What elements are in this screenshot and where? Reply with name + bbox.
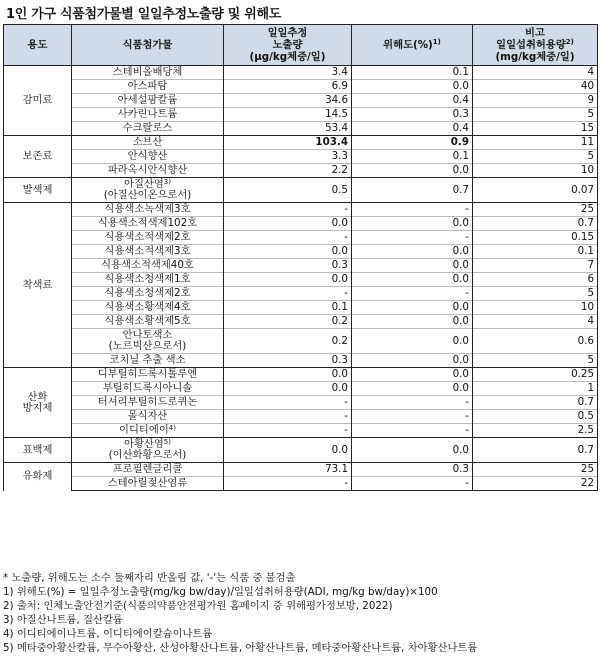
exposure-value: 103.4	[224, 136, 352, 150]
exposure-value: 3.3	[224, 150, 352, 164]
additive-cell	[72, 217, 224, 231]
adi-value: 40	[473, 80, 598, 94]
additive-name: 식용색소녹색제3호	[104, 203, 191, 215]
risk-value: 0.3	[352, 108, 473, 122]
usage-label: 표백제	[22, 443, 53, 456]
additive-name: 식용색소적색제40호	[101, 259, 194, 271]
exposure-value: 0.0	[224, 245, 352, 259]
table-row	[4, 203, 598, 217]
table-body	[4, 66, 598, 491]
usage-label: 보존료	[22, 150, 53, 162]
additive-name: 아세설팜칼륨	[117, 94, 178, 106]
additive-cell	[72, 136, 224, 150]
risk-value: 0.0	[352, 273, 473, 287]
additive-cell	[72, 438, 224, 463]
header-line: 노출량	[272, 39, 303, 51]
risk-value: -	[352, 424, 473, 438]
adi-value: 25	[473, 463, 598, 477]
adi-value: 6	[473, 273, 598, 287]
additive-cell	[72, 424, 224, 438]
risk-value: -	[352, 477, 473, 491]
additive-cell	[72, 203, 224, 217]
table-row	[4, 122, 598, 136]
risk-value: 0.0	[352, 438, 473, 463]
table-row	[4, 424, 598, 438]
page-title: 1인 가구 식품첨가물별 일일추정노출량 및 위해도	[6, 7, 282, 22]
exposure-value: 14.5	[224, 108, 352, 122]
exposure-value: 0.2	[224, 329, 352, 354]
adi-value: 0.07	[473, 178, 598, 203]
table-row	[4, 136, 598, 150]
risk-value: 0.3	[352, 463, 473, 477]
risk-value: 0.0	[352, 368, 473, 382]
additive-cell	[72, 410, 224, 424]
usage-cell	[4, 178, 72, 203]
additive-name: 아황산염	[124, 438, 164, 450]
risk-value: 0.0	[352, 80, 473, 94]
additive-name: 식용색소적색제3호	[104, 245, 191, 257]
header-line: 일일섭취허용량	[496, 39, 566, 51]
adi-value: 15	[473, 122, 598, 136]
adi-value: 0.5	[473, 410, 598, 424]
table-row	[4, 287, 598, 301]
exposure-value: -	[224, 410, 352, 424]
usage-cell	[4, 136, 72, 178]
additive-name: 아스파탐	[127, 80, 168, 92]
additive-cell	[72, 231, 224, 245]
risk-value: 0.1	[352, 66, 473, 80]
exposure-value: 2.2	[224, 164, 352, 178]
additive-cell	[72, 164, 224, 178]
exposure-value: 53.4	[224, 122, 352, 136]
adi-value: 7	[473, 259, 598, 273]
exposure-value: -	[224, 203, 352, 217]
usage-cell	[4, 438, 72, 463]
table-row	[4, 463, 598, 477]
header-exposure	[224, 25, 352, 66]
footnote-marker: 3)	[163, 178, 171, 186]
adi-value: 22	[473, 477, 598, 491]
table-row	[4, 273, 598, 287]
risk-value: 0.0	[352, 217, 473, 231]
additive-exposure-table	[3, 24, 598, 491]
adi-value: 4	[473, 315, 598, 329]
additive-cell	[72, 301, 224, 315]
adi-value: 11	[473, 136, 598, 150]
footnote-line: 1) 위해도(%) = 일일추정노출량(mg/kg bw/day)/일일섭취허용량(ADI, mg/kg bw/day)×100	[3, 586, 438, 598]
header-adi	[473, 25, 598, 66]
additive-cell	[72, 108, 224, 122]
exposure-value: 6.9	[224, 80, 352, 94]
additive-name: 프로필렌글리콜	[112, 463, 183, 475]
exposure-value: 0.1	[224, 301, 352, 315]
adi-value: 0.7	[473, 217, 598, 231]
table-row	[4, 231, 598, 245]
adi-value: 5	[473, 287, 598, 301]
header-additive: 식품첨가물	[72, 25, 224, 66]
additive-basis: (노르빅산으로서)	[108, 340, 187, 352]
additive-cell	[72, 329, 224, 354]
table-row	[4, 329, 598, 354]
additive-name: 코치닐 추출 색소	[109, 354, 186, 366]
additive-name: 안식향산	[127, 150, 168, 162]
footnote-line: 5) 메타중아황산칼륨, 무수아황산, 산성아황산나트륨, 아황산나트륨, 메타중아황산나트륨, 차아황산나트륨	[3, 642, 478, 654]
header-line: 일일추정	[267, 27, 308, 39]
additive-basis: (이산화황으로서)	[108, 449, 187, 461]
header-line: 비고	[525, 27, 545, 39]
header-risk-sup: 1)	[432, 38, 441, 46]
risk-value: 0.4	[352, 122, 473, 136]
additive-name: 몰식자산	[127, 410, 168, 422]
adi-value: 10	[473, 301, 598, 315]
exposure-value: 0.5	[224, 178, 352, 203]
risk-value: 0.1	[352, 150, 473, 164]
additive-cell	[72, 315, 224, 329]
adi-value: 2.5	[473, 424, 598, 438]
header-risk	[352, 25, 473, 66]
additive-cell	[72, 463, 224, 477]
additive-name: 스테아릴젖산염류	[107, 477, 188, 489]
additive-name: 식용색소청색제2호	[104, 287, 191, 299]
additive-cell	[72, 66, 224, 80]
usage-label: 산화	[27, 390, 48, 403]
adi-value: 5	[473, 150, 598, 164]
exposure-value: 0.3	[224, 354, 352, 368]
adi-value: 0.1	[473, 245, 598, 259]
table-row	[4, 217, 598, 231]
additive-cell	[72, 477, 224, 491]
exposure-value: 0.0	[224, 273, 352, 287]
usage-label: 방지제	[22, 401, 53, 414]
exposure-value: 3.4	[224, 66, 352, 80]
footnote-line: * 노출량, 위해도는 소수 둘째자리 반올림 값, '-'는 식품 중 불검출	[3, 572, 296, 584]
additive-name: 식용색소적색제102호	[97, 217, 198, 229]
additive-name: 파라옥시안식향산	[107, 164, 188, 176]
adi-value: 4	[473, 66, 598, 80]
exposure-value: 73.1	[224, 463, 352, 477]
usage-cell	[4, 463, 72, 491]
additive-cell	[72, 150, 224, 164]
additive-name: 사카린나트륨	[117, 108, 178, 120]
additive-name: 식용색소적색제2호	[104, 231, 191, 243]
additive-name: 소브산	[132, 136, 163, 148]
additive-cell	[72, 396, 224, 410]
footnote-marker: 5)	[163, 438, 171, 446]
additive-name: 이디티에이	[119, 424, 169, 436]
risk-value: 0.0	[352, 259, 473, 273]
additive-cell	[72, 122, 224, 136]
footnote-line: 3) 아질산나트륨, 질산칼륨	[3, 614, 123, 626]
additive-name: 부틸히드록시아니솔	[102, 382, 193, 394]
adi-value: 10	[473, 164, 598, 178]
exposure-value: -	[224, 396, 352, 410]
adi-value: 5	[473, 354, 598, 368]
additive-cell	[72, 178, 224, 203]
adi-value: 0.7	[473, 438, 598, 463]
additive-name: 수크랄로스	[122, 122, 173, 134]
exposure-value: 0.0	[224, 217, 352, 231]
header-adi-sup: 2)	[565, 38, 574, 46]
risk-value: -	[352, 396, 473, 410]
additive-cell	[72, 368, 224, 382]
table-row	[4, 382, 598, 396]
additive-cell	[72, 245, 224, 259]
table-row	[4, 477, 598, 491]
table-row	[4, 66, 598, 80]
additive-name: 식용색소청색제1호	[104, 273, 191, 285]
table-row	[4, 315, 598, 329]
exposure-value: -	[224, 231, 352, 245]
risk-value: 0.4	[352, 94, 473, 108]
table-row	[4, 178, 598, 203]
usage-label: 감미료	[22, 94, 53, 106]
exposure-value: 0.0	[224, 368, 352, 382]
risk-value: 0.0	[352, 245, 473, 259]
usage-cell	[4, 203, 72, 368]
additive-name: 터셔리부틸히드로퀴논	[97, 396, 198, 408]
usage-cell	[4, 66, 72, 136]
footnote-marker: 4)	[168, 424, 176, 432]
additive-cell	[72, 94, 224, 108]
risk-value: -	[352, 231, 473, 245]
exposure-value: -	[224, 477, 352, 491]
footnote-line: 2) 출처: 인체노출안전기준(식품의약품안전평가원 홈페이지 중 위해평가정보방, 2022)	[3, 600, 393, 612]
table-row	[4, 108, 598, 122]
exposure-value: 0.0	[224, 438, 352, 463]
table-row	[4, 80, 598, 94]
adi-value: 0.6	[473, 329, 598, 354]
table-row	[4, 410, 598, 424]
risk-value: 0.0	[352, 315, 473, 329]
additive-name: 식용색소황색제5호	[104, 315, 191, 327]
risk-value: 0.0	[352, 164, 473, 178]
additive-cell	[72, 382, 224, 396]
adi-value: 9	[473, 94, 598, 108]
adi-value: 0.25	[473, 368, 598, 382]
footnote-line: 4) 이디티에이나트륨, 이디티에이칼슘이나트륨	[3, 628, 213, 640]
table-row	[4, 94, 598, 108]
table-row	[4, 245, 598, 259]
additive-name: 식용색소황색제4호	[104, 301, 191, 313]
exposure-value: 0.3	[224, 259, 352, 273]
additive-name: 아질산염	[124, 178, 164, 190]
usage-label: 착색료	[22, 278, 53, 291]
table-row	[4, 396, 598, 410]
risk-value: 0.0	[352, 301, 473, 315]
table-row	[4, 368, 598, 382]
usage-label: 유화제	[22, 470, 53, 483]
additive-cell	[72, 259, 224, 273]
additive-name: 안나토색소	[122, 329, 173, 341]
risk-value: 0.7	[352, 178, 473, 203]
adi-value: 5	[473, 108, 598, 122]
risk-value: 0.0	[352, 329, 473, 354]
risk-value: 0.0	[352, 382, 473, 396]
risk-value: 0.9	[352, 136, 473, 150]
exposure-value: 0.2	[224, 315, 352, 329]
footnotes	[3, 571, 477, 655]
table-row	[4, 354, 598, 368]
risk-value: -	[352, 287, 473, 301]
header-row	[4, 25, 598, 66]
table-row	[4, 301, 598, 315]
table-row	[4, 438, 598, 463]
additive-name: 스테비올배당체	[112, 66, 183, 78]
usage-cell	[4, 368, 72, 438]
additive-cell	[72, 354, 224, 368]
table-row	[4, 259, 598, 273]
risk-value: -	[352, 410, 473, 424]
exposure-value: -	[224, 424, 352, 438]
header-exposure-text	[250, 27, 326, 63]
adi-value: 1	[473, 382, 598, 396]
table-row	[4, 150, 598, 164]
exposure-value: -	[224, 287, 352, 301]
usage-label: 발색제	[22, 183, 53, 196]
additive-basis: (아질산이온으로서)	[103, 189, 192, 201]
adi-value: 0.7	[473, 396, 598, 410]
additive-cell	[72, 273, 224, 287]
header-usage: 용도	[4, 25, 72, 66]
exposure-value: 34.6	[224, 94, 352, 108]
table-row	[4, 164, 598, 178]
additive-name: 디부틸히드록시톨루엔	[97, 368, 198, 380]
exposure-value: 0.0	[224, 382, 352, 396]
adi-value: 25	[473, 203, 598, 217]
header-adi-text	[495, 27, 574, 63]
risk-value: 0.0	[352, 354, 473, 368]
risk-value: -	[352, 203, 473, 217]
header-line: (mg/kg체중/일)	[495, 51, 575, 63]
additive-cell	[72, 287, 224, 301]
header-risk-text: 위해도(%)	[383, 39, 433, 51]
additive-cell	[72, 80, 224, 94]
adi-value: 0.15	[473, 231, 598, 245]
header-line: (μg/kg체중/일)	[249, 51, 326, 63]
